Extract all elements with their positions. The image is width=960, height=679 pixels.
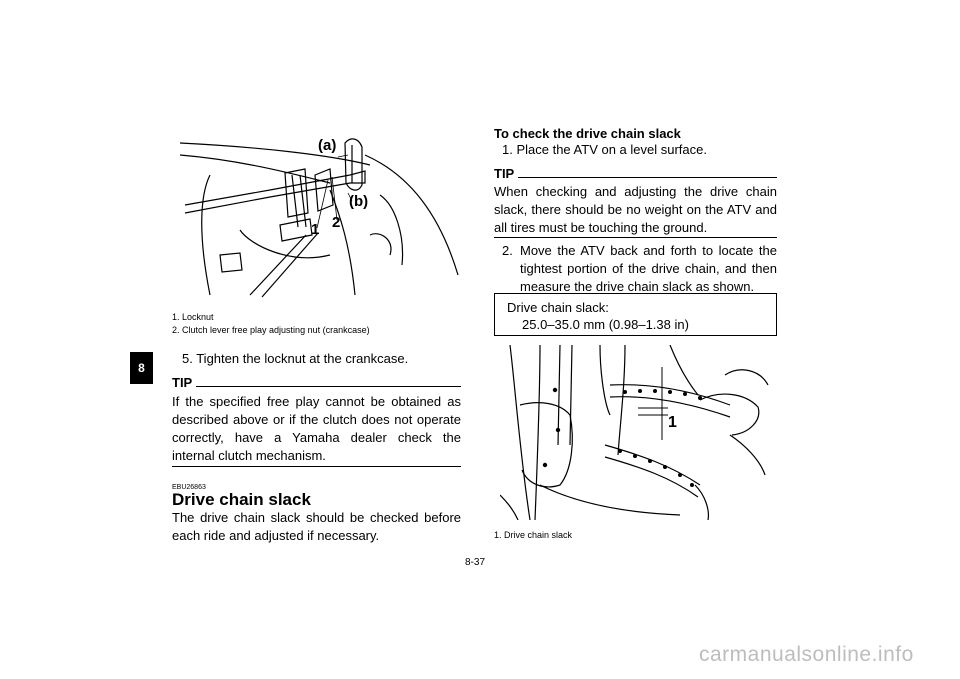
section-title: Drive chain slack [172,490,311,509]
step-2-number: 2. [502,243,513,258]
step-1: 1. Place the ATV on a level surface. [502,142,707,157]
tip-text-right: When checking and adjusting the drive chain slack, there should be no weight on the ATV and all tires must be touching the ground. [494,184,777,235]
figure1-caption-2: 2. Clutch lever free play adjusting nut (crankcase) [172,325,370,335]
section-tab: 8 [130,352,153,384]
callout-b: (b) [349,193,369,210]
figure1-caption-1: 1. Locknut [172,312,214,322]
callout-1: 1 [311,221,320,238]
step-5: 5. Tighten the locknut at the crankcase. [182,351,409,366]
spec-label: Drive chain slack: [507,300,609,315]
tip-text-left: If the specified free play cannot be obtained as described above or if the clutch does not operate correctly, have a Yamaha dealer check the internal clutch mechanism. [172,394,461,463]
spec-box [494,293,777,336]
tip-divider-right [494,237,777,238]
tip-heading-left [172,375,461,390]
callout-a: (a) [318,137,337,154]
tip-label: TIP [494,166,515,181]
step-2-text: Move the ATV back and forth to locate the tightest portion of the drive chain, and then measure the drive chain slack as shown. [520,243,777,294]
clutch-adjuster-illustration [180,135,460,300]
page-number: 8-37 [465,557,486,568]
watermark: carmanualsonline.info [699,643,914,666]
tip-label: TIP [172,375,193,390]
callout-2: 2 [332,214,341,231]
subheading: To check the drive chain slack [494,126,681,141]
figure2-caption: 1. Drive chain slack [494,530,573,540]
section-intro: The drive chain slack should be checked before each ride and adjusted if necessary. [172,510,461,543]
section-code: EBU26863 [172,484,206,491]
tip-divider-left [172,466,461,467]
spec-value: 25.0–35.0 mm (0.98–1.38 in) [522,317,689,332]
figure2-callout-1: 1 [668,414,677,431]
drive-chain-illustration [500,345,770,520]
tip-heading-right [494,166,777,181]
